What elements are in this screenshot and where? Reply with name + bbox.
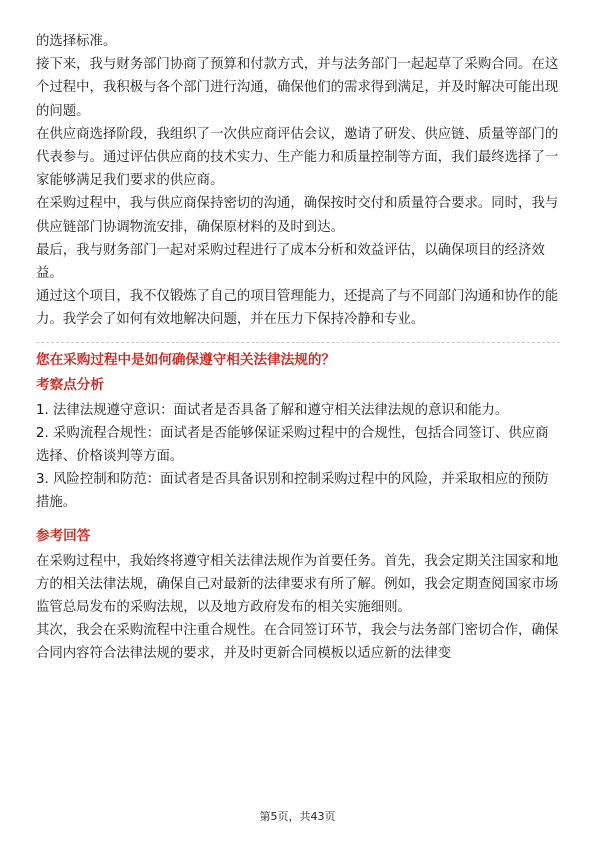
intro-paragraph: 接下来，我与财务部门协商了预算和付款方式，并与法务部门一起起草了采购合同。在这个过程中，我积极与各个部门进行沟通，确保他们的需求得到满足，并及时解决可能出现的问题。 xyxy=(36,57,559,119)
intro-paragraph: 通过这个项目，我不仅锻炼了自己的项目管理能力，还提高了与不同部门沟通和协作的能力。我学会了如何有效地解决问题，并在压力下保持冷静和专业。 xyxy=(36,289,559,328)
answer-paragraph: 其次，我会在采购流程中注重合规性。在合同签订环节，我会与法务部门密切合作，确保合同内容符合法律法规的要求，并及时更新合同模板以适应新的法律变 xyxy=(36,623,559,662)
document-body xyxy=(36,30,560,666)
intro-paragraph: 最后，我与财务部门一起对采购过程进行了成本分析和效益评估，以确保项目的经济效益。 xyxy=(36,242,545,282)
answer-paragraph: 在采购过程中，我始终将遵守相关法律法规作为首要任务。首先，我会定期关注国家和地方的相关法律法规，确保自己对最新的法律要求有所了解。例如，我会定期查阅国家市场监管总局发布的采购法规，以及地方政府发布的相关实施细则。 xyxy=(36,553,559,616)
page-footer: 第5页，共43页 xyxy=(259,810,336,823)
analysis-item: 3. 风险控制和防范：面试者是否具备识别和控制采购过程中的风险，并采取相应的预防措施。 xyxy=(36,472,549,511)
question-heading: 您在采购过程中是如何确保遵守相关法律法规的？ xyxy=(36,351,336,368)
analysis-heading: 考察点分析 xyxy=(36,376,104,393)
answer-heading: 参考回答 xyxy=(36,527,91,544)
intro-paragraph: 在供应商选择阶段，我组织了一次供应商评估会议，邀请了研发、供应链、质量等部门的代表参与。通过评估供应商的技术实力、生产能力和质量控制等方面，我们最终选择了一家能够满足我们要求的供应商。 xyxy=(36,126,559,189)
analysis-item: 1. 法律法规遵守意识：面试者是否具备了解和遵守相关法律法规的意识和能力。 xyxy=(36,402,509,418)
intro-paragraph: 在采购过程中，我与供应商保持密切的沟通，确保按时交付和质量符合要求。同时，我与供应链部门协调物流安排，确保原材料的及时到达。 xyxy=(36,196,559,235)
section-divider xyxy=(36,342,560,343)
intro-paragraph: 的选择标准。 xyxy=(36,34,117,49)
analysis-item: 2. 采购流程合规性：面试者是否能够保证采购过程中的合规性，包括合同签订、供应商选择、价格谈判等方面。 xyxy=(36,425,549,465)
